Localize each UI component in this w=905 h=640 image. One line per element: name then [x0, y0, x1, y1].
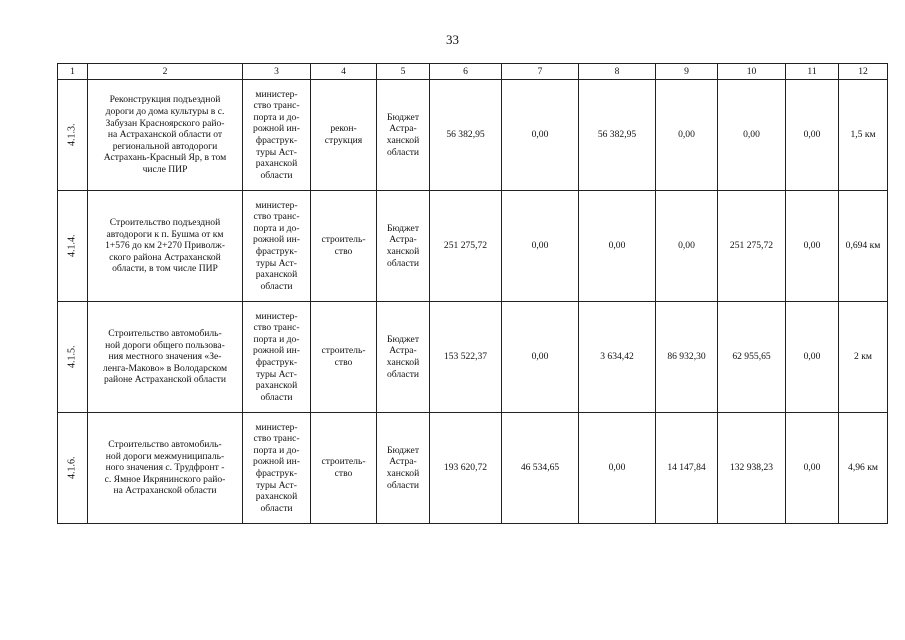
page-number: 33	[446, 32, 459, 47]
row-number-text: 4.1.6.	[66, 456, 78, 480]
funding-source: Бюджет Астра- ханской области	[377, 80, 430, 191]
funding-source: Бюджет Астра- ханской области	[377, 191, 430, 302]
column-header: 2	[88, 64, 243, 80]
amount-col7: 46 534,65	[502, 413, 579, 524]
work-type: рекон- струкция	[311, 80, 377, 191]
responsible-organization: министер- ство транс- порта и до- рожной ин- фраструк- туры Аст- раханской области	[243, 191, 311, 302]
amount-col10: 0,00	[718, 80, 786, 191]
road-length: 0,694 км	[839, 191, 888, 302]
row-number	[58, 413, 88, 524]
responsible-organization: министер- ство транс- порта и до- рожной ин- фраструк- туры Аст- раханской области	[243, 80, 311, 191]
amount-col10: 251 275,72	[718, 191, 786, 302]
row-number-text: 4.1.4.	[66, 234, 78, 258]
amount-col11: 0,00	[786, 191, 839, 302]
road-length: 4,96 км	[839, 413, 888, 524]
project-name: Строительство подъездной автодороги к п. Бушма от км 1+576 до км 2+270 Приволж- ского района Астраханской области, в том числе ПИР	[88, 191, 243, 302]
row-number-text: 4.1.3.	[66, 123, 78, 147]
amount-col11: 0,00	[786, 302, 839, 413]
work-type: строитель- ство	[311, 413, 377, 524]
project-name: Строительство автомобиль- ной дороги общего пользова- ния местного значения «Зе- ленга-Маково» в Володарском районе Астраханской области	[88, 302, 243, 413]
total-amount: 153 522,37	[430, 302, 502, 413]
column-header: 4	[311, 64, 377, 80]
program-table	[57, 63, 888, 524]
column-header: 11	[786, 64, 839, 80]
column-number-row	[58, 64, 888, 80]
column-header: 7	[502, 64, 579, 80]
amount-col8: 0,00	[579, 413, 656, 524]
amount-col9: 0,00	[656, 80, 718, 191]
responsible-organization: министер- ство транс- порта и до- рожной ин- фраструк- туры Аст- раханской области	[243, 302, 311, 413]
total-amount: 251 275,72	[430, 191, 502, 302]
amount-col7: 0,00	[502, 302, 579, 413]
table-row	[58, 80, 888, 191]
column-header: 5	[377, 64, 430, 80]
table-row	[58, 191, 888, 302]
road-length: 1,5 км	[839, 80, 888, 191]
funding-source: Бюджет Астра- ханской области	[377, 413, 430, 524]
amount-col9: 0,00	[656, 191, 718, 302]
responsible-organization: министер- ство транс- порта и до- рожной ин- фраструк- туры Аст- раханской области	[243, 413, 311, 524]
road-length: 2 км	[839, 302, 888, 413]
column-header: 10	[718, 64, 786, 80]
amount-col9: 86 932,30	[656, 302, 718, 413]
row-number	[58, 191, 88, 302]
total-amount: 56 382,95	[430, 80, 502, 191]
amount-col10: 62 955,65	[718, 302, 786, 413]
amount-col11: 0,00	[786, 80, 839, 191]
row-number-text: 4.1.5.	[66, 345, 78, 369]
column-header: 1	[58, 64, 88, 80]
column-header: 6	[430, 64, 502, 80]
funding-source: Бюджет Астра- ханской области	[377, 302, 430, 413]
project-name: Реконструкция подъездной дороги до дома культуры в с. Забузан Красноярского райо- на Астраханской области от региональной автодороги Астрахань-Красный Яр, в том числе ПИР	[88, 80, 243, 191]
work-type: строитель- ство	[311, 191, 377, 302]
amount-col7: 0,00	[502, 80, 579, 191]
work-type: строитель- ство	[311, 302, 377, 413]
row-number	[58, 302, 88, 413]
amount-col8: 3 634,42	[579, 302, 656, 413]
column-header: 8	[579, 64, 656, 80]
table-row	[58, 413, 888, 524]
amount-col10: 132 938,23	[718, 413, 786, 524]
column-header: 12	[839, 64, 888, 80]
table-row	[58, 302, 888, 413]
column-header: 3	[243, 64, 311, 80]
amount-col9: 14 147,84	[656, 413, 718, 524]
amount-col8: 0,00	[579, 191, 656, 302]
amount-col7: 0,00	[502, 191, 579, 302]
project-name: Строительство автомобиль- ной дороги межмуниципаль- ного значения с. Трудфронт - с. Ямное Икрянинского райо- на Астраханской области	[88, 413, 243, 524]
total-amount: 193 620,72	[430, 413, 502, 524]
column-header: 9	[656, 64, 718, 80]
row-number	[58, 80, 88, 191]
amount-col11: 0,00	[786, 413, 839, 524]
amount-col8: 56 382,95	[579, 80, 656, 191]
